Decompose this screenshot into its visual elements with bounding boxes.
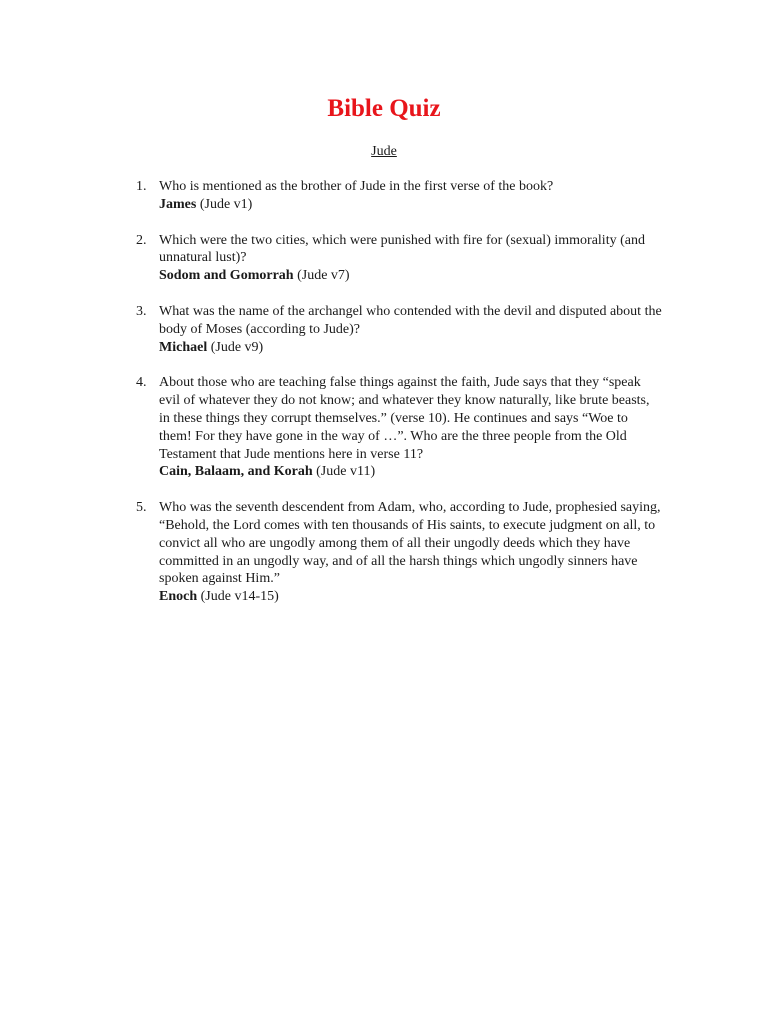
question-item	[132, 178, 662, 214]
question-item	[132, 374, 662, 481]
question-item	[132, 499, 662, 606]
question-number: 5.	[136, 500, 147, 516]
answer-reference: (Jude v9)	[207, 339, 264, 355]
question-answer	[159, 196, 662, 214]
question-answer	[159, 588, 662, 606]
question-item	[132, 232, 662, 285]
question-number: 3.	[136, 303, 147, 319]
question-text: Who was the seventh descendent from Adam, who, according to Jude, prophesied saying, “Behold, the Lord comes with ten thousands of His saints, to execute judgment on all, to convict all who are ungodly among them of all their ungodly deeds which they have committed in an ungodly way, and of all the harsh things which ungodly sinners have spoken against Him.”	[159, 500, 661, 587]
answer-text: Enoch	[159, 589, 198, 605]
page-subtitle: Jude	[371, 144, 397, 159]
answer-reference: (Jude v14-15)	[197, 589, 279, 605]
answer-reference: (Jude v1)	[196, 196, 253, 212]
answer-text: Michael	[159, 339, 208, 355]
question-item	[132, 303, 662, 356]
answer-reference: (Jude v7)	[293, 268, 350, 284]
question-answer	[159, 267, 662, 285]
question-list	[132, 178, 662, 624]
question-answer	[159, 339, 662, 357]
answer-reference: (Jude v11)	[312, 464, 376, 480]
question-text: About those who are teaching false things against the faith, Jude says that they “speak evil of whatever they do not know; and whatever they know naturally, like brute beasts, in these things they corrupt themselves.” (verse 10). He continues and says “Woe to them! For they have gone in the way of …”. Who are the three people from the Old Testament that Jude mentions here in verse 11?	[159, 375, 650, 462]
question-answer	[159, 463, 662, 481]
answer-text: James	[159, 196, 197, 212]
question-number: 2.	[136, 232, 147, 248]
question-number: 1.	[136, 179, 147, 194]
answer-text: Sodom and Gomorrah	[159, 268, 294, 284]
question-number: 4.	[136, 375, 147, 391]
question-text: Which were the two cities, which were punished with fire for (sexual) immorality (and unnatural lust)?	[159, 232, 645, 266]
question-text: Who is mentioned as the brother of Jude in the first verse of the book?	[159, 179, 554, 194]
question-text: What was the name of the archangel who contended with the devil and disputed about the body of Moses (according to Jude)?	[159, 303, 662, 337]
page-title: Bible Quiz	[327, 95, 441, 122]
answer-text: Cain, Balaam, and Korah	[159, 464, 313, 480]
